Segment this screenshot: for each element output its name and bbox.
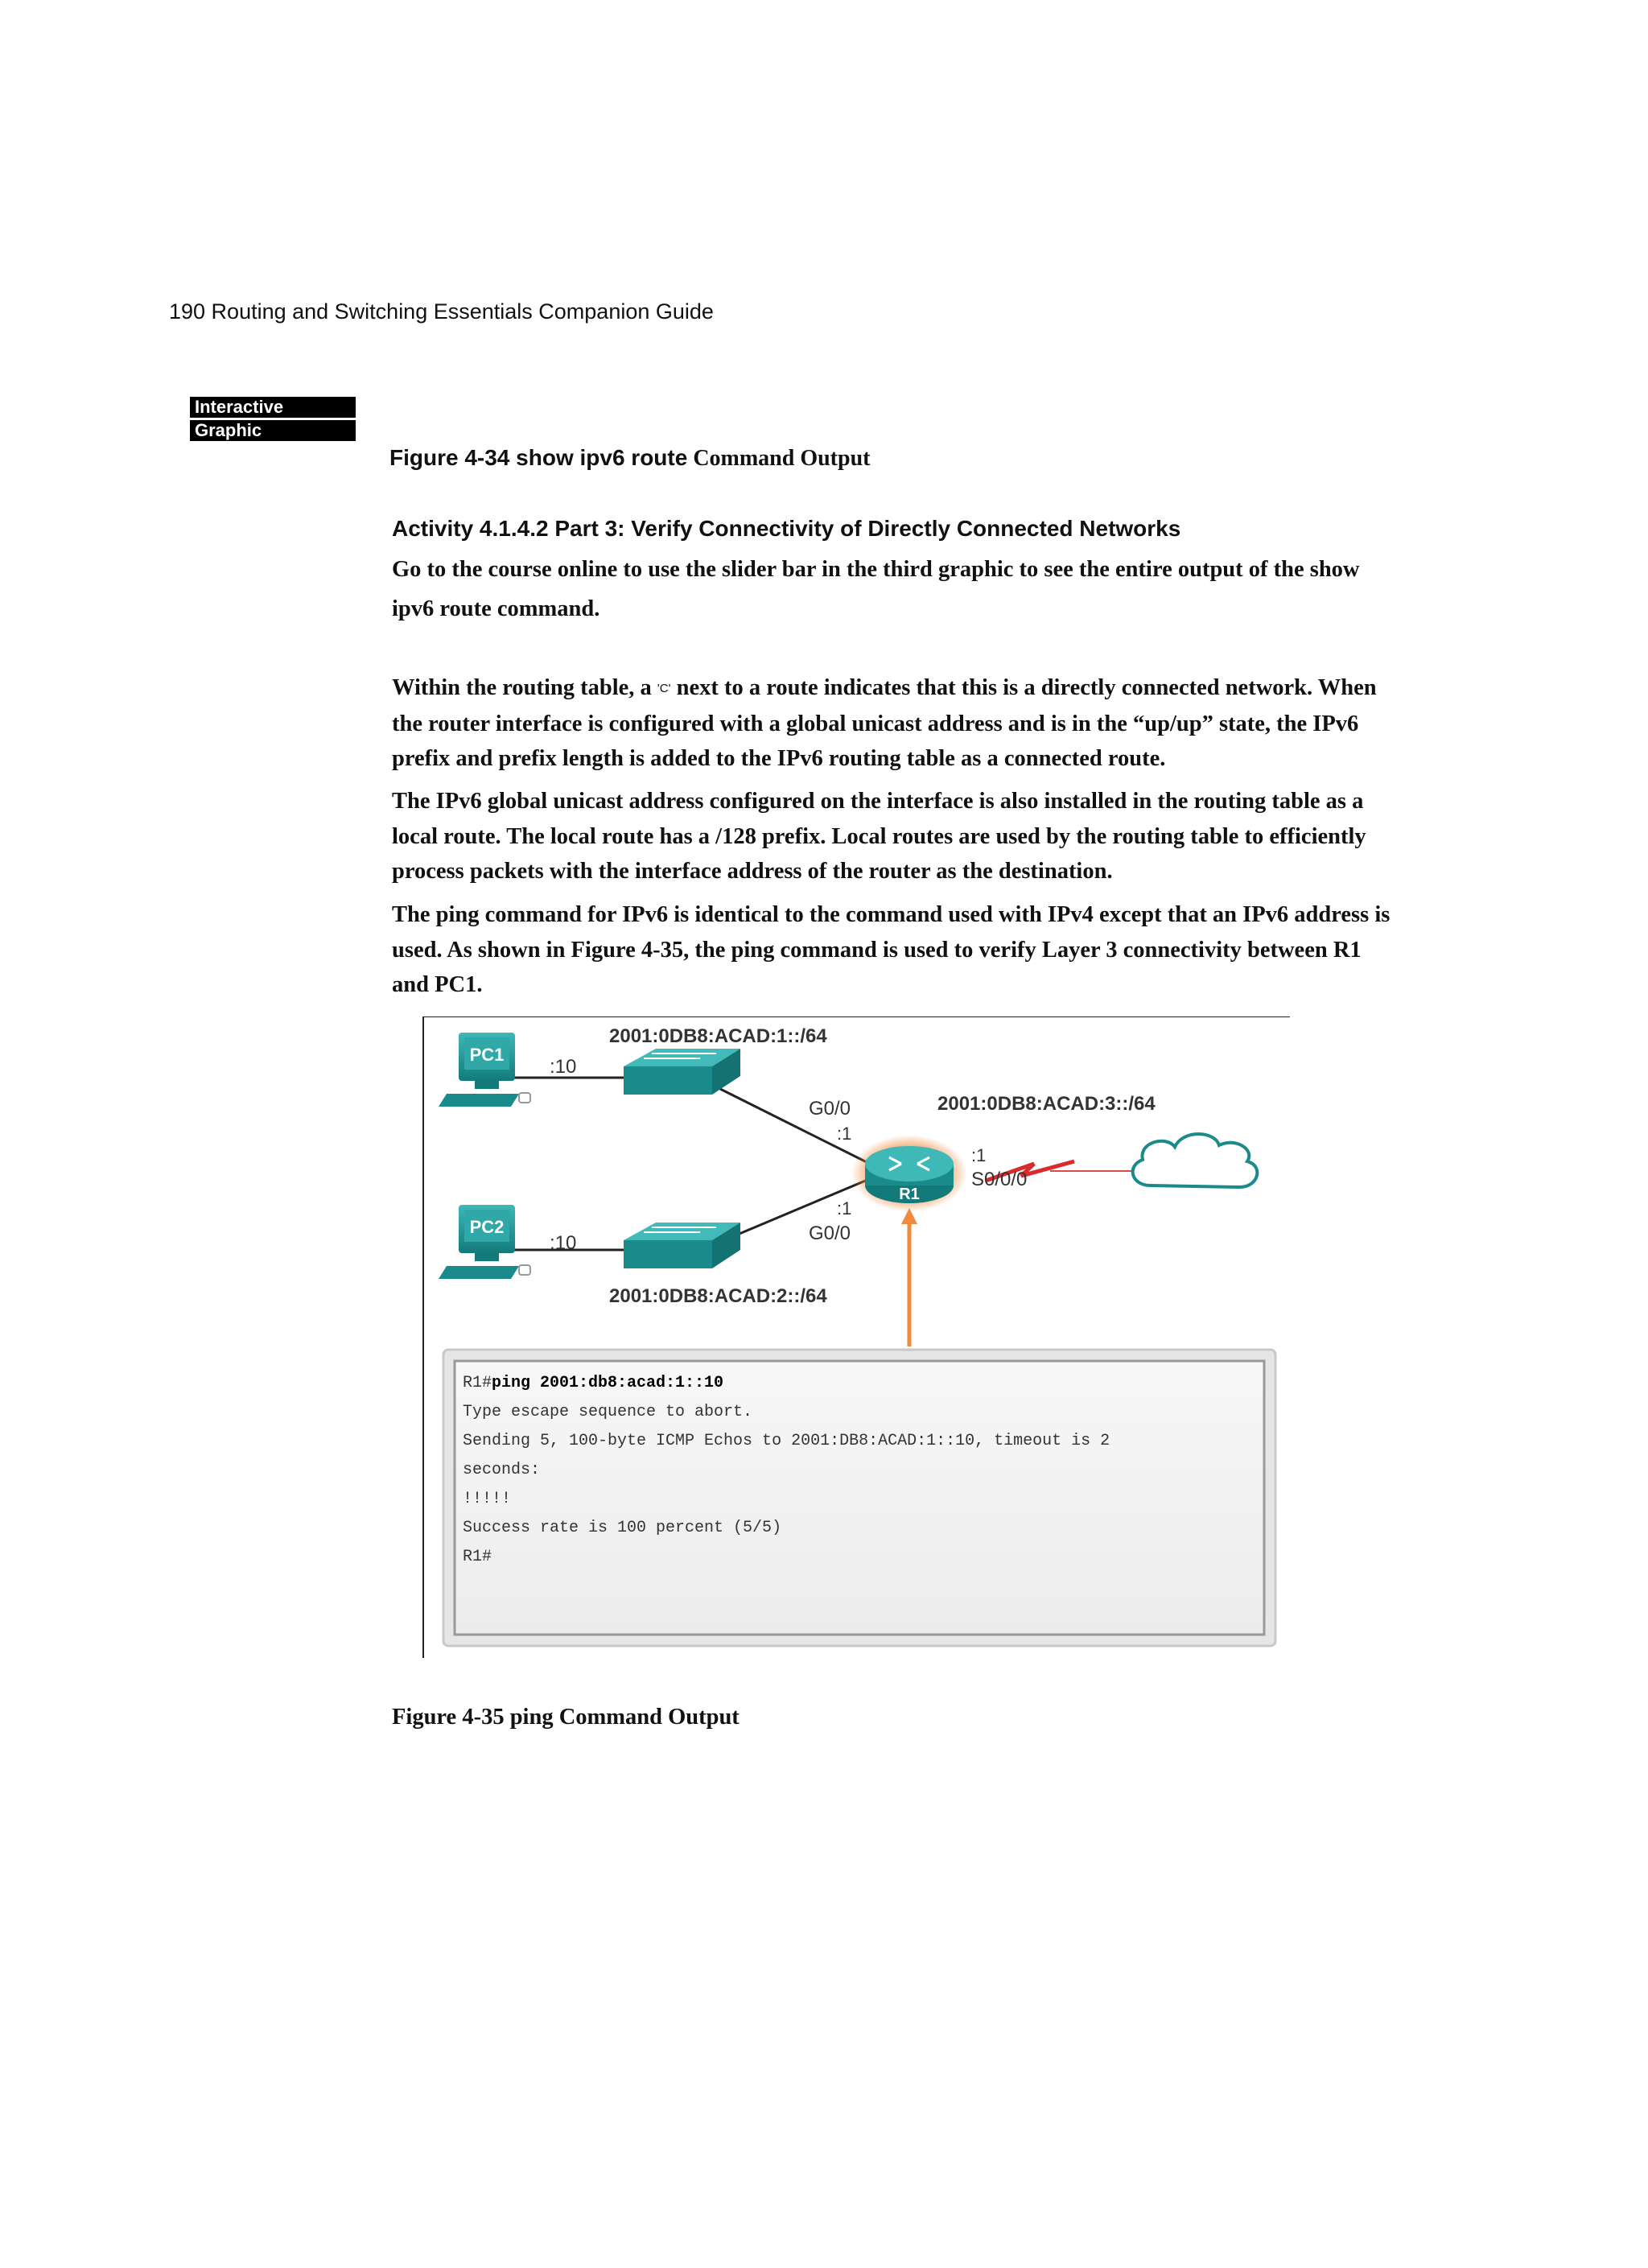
console-line: Sending 5, 100-byte ICMP Echos to 2001:DB8:ACAD:1::10, timeout is 2 — [463, 1432, 1110, 1450]
console-window — [455, 1361, 1264, 1635]
paragraph: The ping command for IPv6 is identical to the command used with IPv4 except that an IPv6 address is used. As shown in Figure 4-35, the ping command is used to verify Layer 3 connectivity between R1 and PC1. — [392, 902, 1390, 997]
pc1-label: PC1 — [469, 1045, 505, 1065]
console-command: ping 2001:db8:acad:1::10 — [492, 1374, 724, 1392]
connected-route-code: 'C' — [657, 682, 671, 695]
console-line — [463, 1374, 723, 1392]
pc2-label: PC2 — [469, 1217, 505, 1237]
cloud-icon — [1133, 1134, 1258, 1187]
activity-heading: Activity 4.1.4.2 Part 3: Verify Connectivity of Directly Connected Networks — [392, 516, 1181, 541]
console-line: R1# — [463, 1548, 492, 1566]
s000-suffix: :1 — [971, 1145, 987, 1165]
console-prompt: R1# — [463, 1374, 492, 1392]
interactive-graphic-tag: Interactive — [190, 397, 356, 418]
figure-4-34-caption — [389, 445, 870, 472]
g00-bottom-suffix: :1 — [837, 1198, 852, 1219]
paragraph-text: Within the routing table, a — [392, 675, 657, 700]
paragraph — [392, 670, 1398, 777]
switch-1-icon — [624, 1049, 740, 1095]
pc2-host-id: :10 — [550, 1232, 577, 1254]
console-line: seconds: — [463, 1461, 541, 1479]
g00-top-label: G0/0 — [809, 1098, 851, 1120]
figure-4-35-caption: Figure 4-35 ping Command Output — [392, 1705, 740, 1730]
paragraph: Go to the course online to use the slider bar in the third graphic to see the entire output of the show ipv6 route command. — [392, 557, 1360, 621]
interactive-graphic-tag: Graphic — [190, 420, 356, 441]
console-line: Type escape sequence to abort. — [463, 1403, 753, 1421]
console-line: !!!!! — [463, 1490, 512, 1508]
console-line: Success rate is 100 percent (5/5) — [463, 1519, 782, 1537]
running-head: 190 Routing and Switching Essentials Companion Guide — [169, 299, 714, 324]
network-1-label: 2001:0DB8:ACAD:1::/64 — [609, 1025, 827, 1047]
paragraph: The IPv6 global unicast address configured on the interface is also installed in the routing table as a local route. The local route has a /128 prefix. Local routes are used by the routing table to efficiently process packets with the interface address of the router as the destination. — [392, 789, 1366, 884]
g00-bottom-label: G0/0 — [809, 1223, 851, 1244]
switch-2-icon — [624, 1223, 740, 1268]
s000-label: S0/0/0 — [971, 1169, 1028, 1190]
caption-rest: Command Output — [693, 446, 871, 471]
paragraph-text: next to a route indicates that this is a directly connected network. When the router interface is configured with a global unicast address and is in the “up/up” state, the IPv6 prefix and prefix length is added to the IPv6 routing table as a connected route. — [392, 675, 1377, 771]
caption-bold: Figure 4-34 show ipv6 route — [389, 445, 688, 470]
g00-top-suffix: :1 — [837, 1124, 852, 1144]
pc1-icon — [439, 1033, 530, 1107]
pc2-icon — [439, 1205, 530, 1279]
figure-4-35-graphic — [422, 1016, 1292, 1658]
network-2-label: 2001:0DB8:ACAD:2::/64 — [609, 1285, 827, 1307]
pc1-host-id: :10 — [550, 1056, 577, 1078]
network-3-label: 2001:0DB8:ACAD:3::/64 — [937, 1093, 1156, 1115]
router-label: R1 — [899, 1186, 920, 1203]
